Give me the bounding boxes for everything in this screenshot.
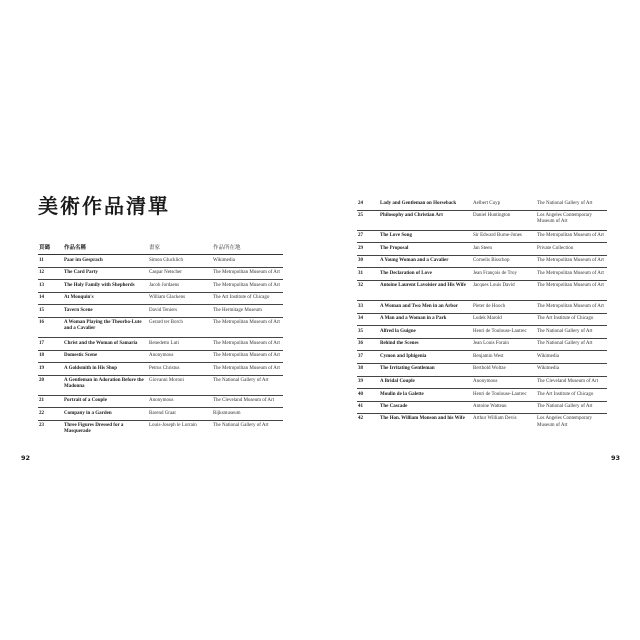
artwork-table-left [38,243,283,441]
row-artist: Simon Glucklich [149,257,184,263]
row-artist: Gerard ter Borch [149,319,183,325]
table-row [38,255,283,268]
table-row [357,389,607,402]
page-number: 93 [611,454,621,462]
row-number: 13 [39,282,44,288]
row-title: A Bridal Couple [380,379,415,385]
row-location: The National Gallery of Art [537,341,593,347]
row-number: 15 [39,307,44,313]
row-number: 17 [39,340,44,346]
row-title: The Love Song [380,233,412,239]
row-number: 19 [39,365,44,371]
row-artist: William Glackens [149,295,186,301]
row-artist: Berthold Woltze [473,366,506,372]
row-number: 22 [39,410,44,416]
row-title: The Holy Family with Shepherds [64,282,135,288]
table-row [357,198,607,211]
row-location: The Art Institute of Chicago [537,316,594,322]
table-row [38,305,283,318]
row-title: The Irritating Gentleman [380,366,435,372]
row-artist: Petrus Christus [149,365,180,371]
row-artist: Benjamin West [473,353,504,359]
row-location: Wikimedia [537,353,560,359]
row-title: Cymon and Iphigenia [380,353,427,359]
row-number: 37 [358,353,363,359]
table-row [357,314,607,327]
row-location: The Metropolitan Museum of Art [537,233,604,239]
header-page-number: 頁碼 [39,245,51,251]
table-row [357,414,607,434]
page-number: 92 [21,454,31,462]
header-location: 作品所在地 [213,245,241,251]
row-number: 31 [358,270,363,276]
row-artist: Jean François de Troy [473,270,518,276]
row-artist: David Teniers [149,307,178,313]
row-title: Tavern Scene [64,307,93,313]
table-row [38,363,283,376]
row-number: 39 [358,379,363,385]
row-number: 35 [358,328,363,334]
row-number: 40 [358,391,363,397]
row-number: 36 [358,341,363,347]
row-title: Alfred la Guigne [380,328,416,334]
table-row [38,421,283,441]
table-row [38,408,283,421]
row-artist: Antoine Watteau [473,404,507,410]
row-location: The Metropolitan Museum of Art [213,282,280,288]
row-artist: Daniel Huntington [473,212,511,218]
table-row [357,326,607,339]
row-location: The Metropolitan Museum of Art [537,270,604,276]
row-number: 42 [358,416,363,422]
row-number: 33 [358,303,363,309]
row-artist: Arthur William Devis [473,416,517,422]
row-title: Lady and Gentleman on Horseback [380,200,457,206]
row-artist: Jan Steen [473,245,493,251]
row-title: Company in a Garden [64,410,112,416]
artwork-table-right [357,198,607,434]
row-title: The Cascade [380,404,408,410]
table-row [357,211,607,231]
row-location: The Metropolitan Museum of Art [213,365,280,371]
row-artist: Anonymous [149,353,174,359]
table-row [357,339,607,352]
table-row [357,402,607,415]
row-number: 16 [39,319,44,325]
table-row [357,364,607,377]
row-location: The Metropolitan Museum of Art [213,319,280,325]
table-row [357,377,607,390]
row-artist: Benedetto Luti [149,340,179,346]
table-row [38,396,283,409]
row-title: The Hon. William Monson and his Wife [380,416,465,422]
table-row [357,301,607,314]
table-row [38,268,283,281]
row-number: 18 [39,353,44,359]
row-title: The Card Party [64,270,98,276]
row-title: Christ and the Woman of Samaria [64,340,138,346]
row-location: Private Collection [537,245,574,251]
row-location: The Metropolitan Museum of Art [213,340,280,346]
row-number: 20 [39,377,44,383]
row-location: The Cleveland Museum of Art [537,379,599,385]
table-row [38,351,283,364]
row-location: Los Angeles Contemporary Museum of Art [537,212,592,225]
table-row [38,318,283,338]
row-number: 27 [358,233,363,239]
row-number: 34 [358,316,363,322]
row-location: Rijksmuseum [213,410,241,416]
row-number: 12 [39,270,44,276]
row-title: A Gentleman in Adoration Before the Madonna [64,377,144,390]
table-row [38,376,283,396]
row-artist: Giovanni Moroni [149,377,184,383]
table-row [38,280,283,293]
table-header [38,243,283,255]
row-artist: Anonymous [473,379,498,385]
row-artist: Caspar Netscher [149,270,182,276]
row-artist: Sir Edward Burne-Jones [473,233,522,239]
row-location: The Hermitage Museum [213,307,262,313]
row-artist: Ludek Marold [473,316,502,322]
row-location: The National Gallery of Art [213,422,269,428]
row-location: The Metropolitan Museum of Art [213,353,280,359]
row-number: 32 [358,282,363,288]
row-title: Antoine Laurent Lavoisier and His Wife [380,282,466,288]
table-row [357,351,607,364]
row-location: The Art Institute of Chicago [537,391,594,397]
row-title: A Woman Playing the Theorbo-Lute and a Cavalier [64,319,142,332]
row-number: 38 [358,366,363,372]
row-number: 24 [358,200,363,206]
row-location: The Cleveland Museum of Art [213,398,275,404]
table-row [357,281,607,301]
row-title: At Mouquin's [64,295,94,301]
row-location: Wikimedia [537,366,560,372]
row-number: 41 [358,404,363,410]
row-title: A Goldsmith in His Shop [64,365,118,371]
row-artist: Henri de Toulouse-Lautrec [473,391,527,397]
row-title: A Man and a Woman in a Park [380,316,447,322]
row-artist: Louis-Joseph le Lorrain [149,422,197,428]
header-title: 作品名稱 [64,245,87,251]
row-number: 21 [39,398,44,404]
row-title: The Proposal [380,245,409,251]
table-row [357,243,607,256]
page-title: 美術作品清單 [38,194,170,218]
row-artist: Pieter de Hooch [473,303,506,309]
row-number: 23 [39,422,44,428]
table-row [357,268,607,281]
row-number: 29 [358,245,363,251]
row-number: 14 [39,295,44,301]
row-title: Paar im Gesprach [64,257,103,263]
row-title: Portrait of a Couple [64,398,107,404]
row-artist: Jacob Jordaens [149,282,180,288]
row-location: The National Gallery of Art [537,404,593,410]
row-location: The Art Institute of Chicago [213,295,270,301]
row-location: The Metropolitan Museum of Art [537,258,604,264]
row-location: Wikimedia [213,257,236,263]
row-title: Moulin de la Galette [380,391,424,397]
row-artist: Jean Louis Forain [473,341,509,347]
row-location: The National Gallery of Art [537,200,593,206]
row-title: Domestic Scene [64,353,98,359]
header-artist: 畫家 [149,245,161,251]
row-title: A Woman and Two Men in an Arbor [380,303,458,309]
row-title: Behind the Scenes [380,341,419,347]
row-number: 11 [39,257,44,263]
row-number: 25 [358,212,363,218]
row-location: The Metropolitan Museum of Art [537,282,604,288]
right-page [320,0,640,640]
row-artist: Aelbert Cuyp [473,200,501,206]
row-title: Three Figures Dressed for a Masquerade [64,422,124,435]
row-location: The National Gallery of Art [213,377,269,383]
row-title: Philosophy and Christian Art [380,212,443,218]
table-row [357,256,607,269]
row-number: 30 [358,258,363,264]
row-location: The Metropolitan Museum of Art [213,270,280,276]
row-location: The Metropolitan Museum of Art [537,303,604,309]
row-location: Los Angeles Contemporary Museum of Art [537,416,592,428]
table-row [357,231,607,244]
table-row [38,338,283,351]
table-row [38,293,283,306]
row-title: The Declaration of Love [380,270,432,276]
row-artist: Jacques Louis David [473,282,515,288]
row-title: A Young Woman and a Cavalier [380,258,449,264]
row-location: The National Gallery of Art [537,328,593,334]
row-artist: Cornelis Bisschop [473,258,510,264]
row-artist: Henri de Toulouse-Lautrec [473,328,527,334]
row-artist: Barend Graat [149,410,176,416]
row-artist: Anonymous [149,398,174,404]
